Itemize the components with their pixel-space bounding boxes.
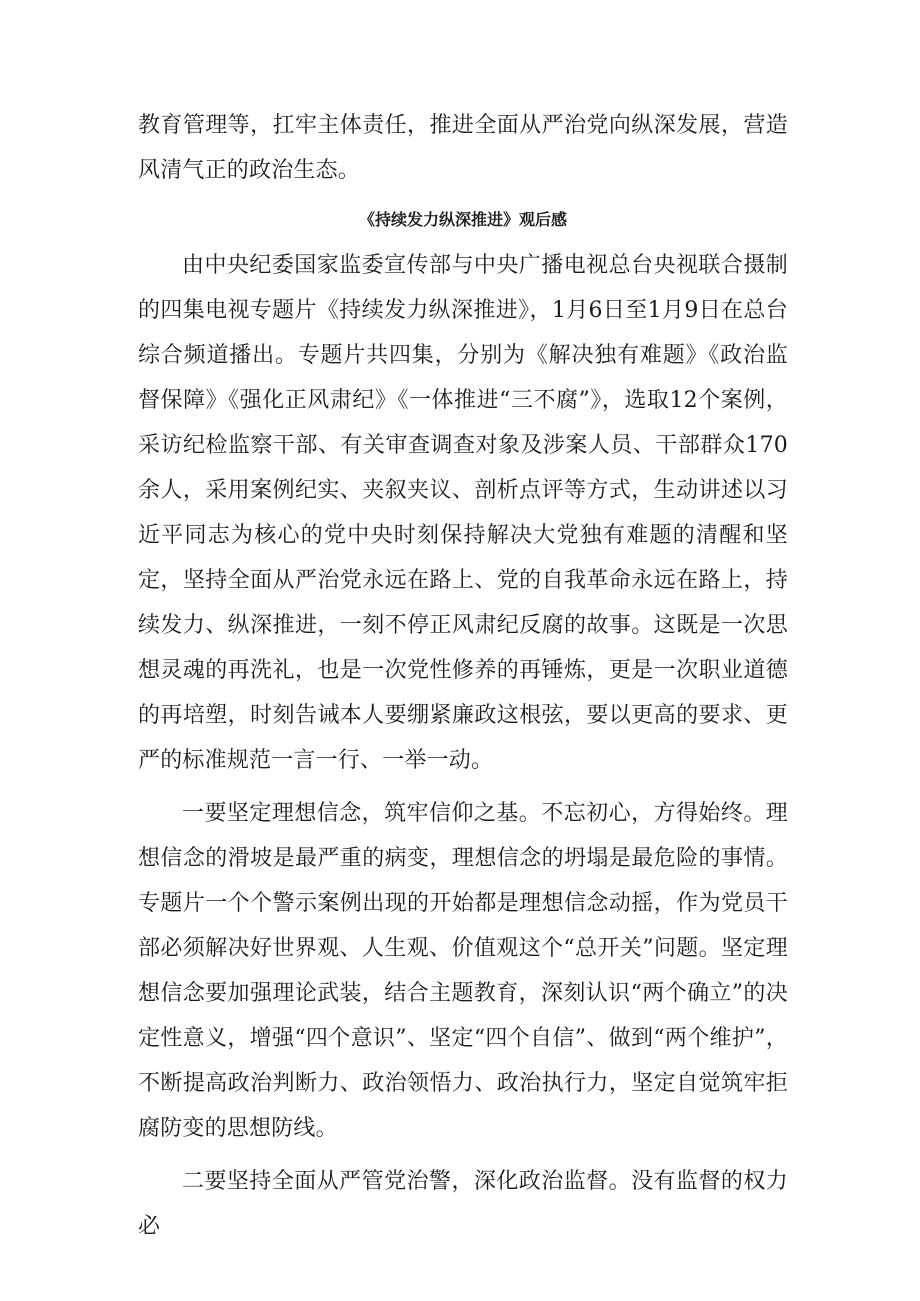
intro-paragraph-tail: 教育管理等，扛牢主体责任，推进全面从严治党向纵深发展，营造风清气正的政治生态。 [138, 113, 788, 183]
body-paragraph-3: 二要坚持全面从严管党治警，深化政治监督。没有监督的权力必 [138, 1169, 788, 1239]
body-paragraph-2: 一要坚定理想信念，筑牢信仰之基。不忘初心，方得始终。理想信念的滑坡是最严重的病变，理想信念的坍塌是最危险的事情。专题片一个个警示案例出现的开始都是理想信念动摇，作为党员干部必须解决好世界观、人生观、价值观这个“总开关”问题。坚定理想信念要加强理论武装，结合主题教育，深刻认识“两个确立”的决定性意义，增强“四个意识”、坚定“四个自信”、做到“两个维护”，不断提高政治判断力、政治领悟力、政治执行力，坚定自觉筑牢拒腐防变的思想防线。 [138, 801, 788, 1141]
article-title: 《持续发力纵深推进》观后感 [358, 210, 567, 229]
body-paragraph-1: 由中央纪委国家监委宣传部与中央广播电视总台央视联合摄制的四集电视专题片《持续发力纵深推进》，1月6日至1月9日在总台综合频道播出。专题片共四集，分别为《解决独有难题》《政治监督保障》《强化正风肃纪》《一体推进“三不腐”》，选取12个案例，采访纪检监察干部、有关审查调查对象及涉案人员、干部群众170余人，采用案例纪实、夹叙夹议、剖析点评等方式，生动讲述以习近平同志为核心的党中央时刻保持解决大党独有难题的清醒和坚定，坚持全面从严治党永远在路上、党的自我革命永远在路上，持续发力、纵深推进，一刻不停正风肃纪反腐的故事。这既是一次思想灵魂的再洗礼，也是一次党性修养的再锤炼，更是一次职业道德的再培塑，时刻告诫本人要绷紧廉政这根弦，要以更高的要求、更严的标准规范一言一行、一举一动。 [138, 253, 788, 773]
document-page [138, 103, 788, 1249]
